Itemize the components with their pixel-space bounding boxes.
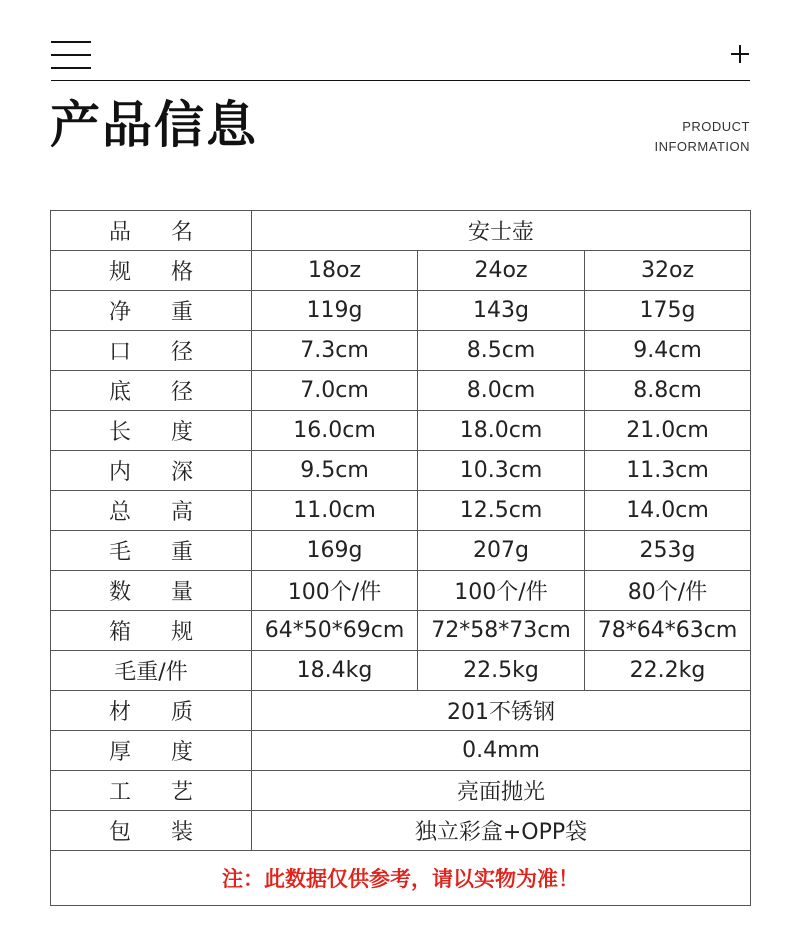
gross-weight-per-case-cell: 22.5kg bbox=[418, 651, 585, 691]
table-row bbox=[51, 291, 751, 331]
length-cell: 21.0cm bbox=[585, 411, 751, 451]
quantity-cell: 100个/件 bbox=[252, 571, 418, 611]
plus-icon[interactable] bbox=[731, 45, 749, 63]
total-height-cell: 11.0cm bbox=[252, 491, 418, 531]
page-title: 产品信息 bbox=[50, 96, 258, 154]
row-label-packaging: 包 装 bbox=[51, 811, 252, 851]
title-en-line1: PRODUCT bbox=[682, 119, 750, 134]
row-label-quantity: 数 量 bbox=[51, 571, 252, 611]
mouth-diameter-cell: 8.5cm bbox=[418, 331, 585, 371]
base-diameter-cell: 8.8cm bbox=[585, 371, 751, 411]
row-label-length: 长 度 bbox=[51, 411, 252, 451]
row-label-thickness: 厚 度 bbox=[51, 731, 252, 771]
table-row bbox=[51, 811, 751, 851]
gross-weight-cell: 207g bbox=[418, 531, 585, 571]
table-row bbox=[51, 851, 751, 906]
net-weight-cell: 119g bbox=[252, 291, 418, 331]
table-row bbox=[51, 331, 751, 371]
packaging-value: 独立彩盒+OPP袋 bbox=[252, 811, 751, 851]
gross-weight-cell: 169g bbox=[252, 531, 418, 571]
mouth-diameter-cell: 9.4cm bbox=[585, 331, 751, 371]
product-name-value: 安士壶 bbox=[252, 211, 751, 251]
row-label-base-diameter: 底 径 bbox=[51, 371, 252, 411]
inner-depth-cell: 9.5cm bbox=[252, 451, 418, 491]
page-title-english bbox=[654, 117, 750, 157]
row-label-material: 材 质 bbox=[51, 691, 252, 731]
spec-cell: 18oz bbox=[252, 251, 418, 291]
mouth-diameter-cell: 7.3cm bbox=[252, 331, 418, 371]
table-row bbox=[51, 411, 751, 451]
total-height-cell: 14.0cm bbox=[585, 491, 751, 531]
quantity-cell: 100个/件 bbox=[418, 571, 585, 611]
table-row bbox=[51, 571, 751, 611]
material-value: 201不锈钢 bbox=[252, 691, 751, 731]
table-row bbox=[51, 451, 751, 491]
inner-depth-cell: 10.3cm bbox=[418, 451, 585, 491]
net-weight-cell: 143g bbox=[418, 291, 585, 331]
table-row bbox=[51, 251, 751, 291]
carton-size-cell: 64*50*69cm bbox=[252, 611, 418, 651]
table-row bbox=[51, 691, 751, 731]
product-spec-table bbox=[50, 210, 751, 906]
row-label-gross-weight: 毛 重 bbox=[51, 531, 252, 571]
net-weight-cell: 175g bbox=[585, 291, 751, 331]
inner-depth-cell: 11.3cm bbox=[585, 451, 751, 491]
base-diameter-cell: 8.0cm bbox=[418, 371, 585, 411]
gross-weight-per-case-cell: 18.4kg bbox=[252, 651, 418, 691]
title-en-line2: INFORMATION bbox=[654, 139, 750, 154]
base-diameter-cell: 7.0cm bbox=[252, 371, 418, 411]
row-label-craft: 工 艺 bbox=[51, 771, 252, 811]
gross-weight-cell: 253g bbox=[585, 531, 751, 571]
table-row bbox=[51, 611, 751, 651]
row-label-spec: 规 格 bbox=[51, 251, 252, 291]
table-row bbox=[51, 211, 751, 251]
table-row bbox=[51, 491, 751, 531]
craft-value: 亮面抛光 bbox=[252, 771, 751, 811]
total-height-cell: 12.5cm bbox=[418, 491, 585, 531]
spec-cell: 32oz bbox=[585, 251, 751, 291]
table-row bbox=[51, 371, 751, 411]
length-cell: 16.0cm bbox=[252, 411, 418, 451]
row-label-carton-size: 箱 规 bbox=[51, 611, 252, 651]
carton-size-cell: 78*64*63cm bbox=[585, 611, 751, 651]
carton-size-cell: 72*58*73cm bbox=[418, 611, 585, 651]
header-divider bbox=[51, 80, 750, 81]
row-label-product-name: 品 名 bbox=[51, 211, 252, 251]
length-cell: 18.0cm bbox=[418, 411, 585, 451]
table-row bbox=[51, 531, 751, 571]
row-label-net-weight: 净 重 bbox=[51, 291, 252, 331]
quantity-cell: 80个/件 bbox=[585, 571, 751, 611]
thickness-value: 0.4mm bbox=[252, 731, 751, 771]
row-label-mouth-diameter: 口 径 bbox=[51, 331, 252, 371]
disclaimer-note: 注：此数据仅供参考，请以实物为准！ bbox=[51, 851, 751, 906]
table-row bbox=[51, 651, 751, 691]
spec-cell: 24oz bbox=[418, 251, 585, 291]
table-row bbox=[51, 731, 751, 771]
row-label-inner-depth: 内 深 bbox=[51, 451, 252, 491]
row-label-total-height: 总 高 bbox=[51, 491, 252, 531]
gross-weight-per-case-cell: 22.2kg bbox=[585, 651, 751, 691]
table-row bbox=[51, 771, 751, 811]
hamburger-menu-icon[interactable] bbox=[51, 41, 91, 69]
row-label-gross-weight-per-case: 毛重/件 bbox=[51, 651, 252, 691]
